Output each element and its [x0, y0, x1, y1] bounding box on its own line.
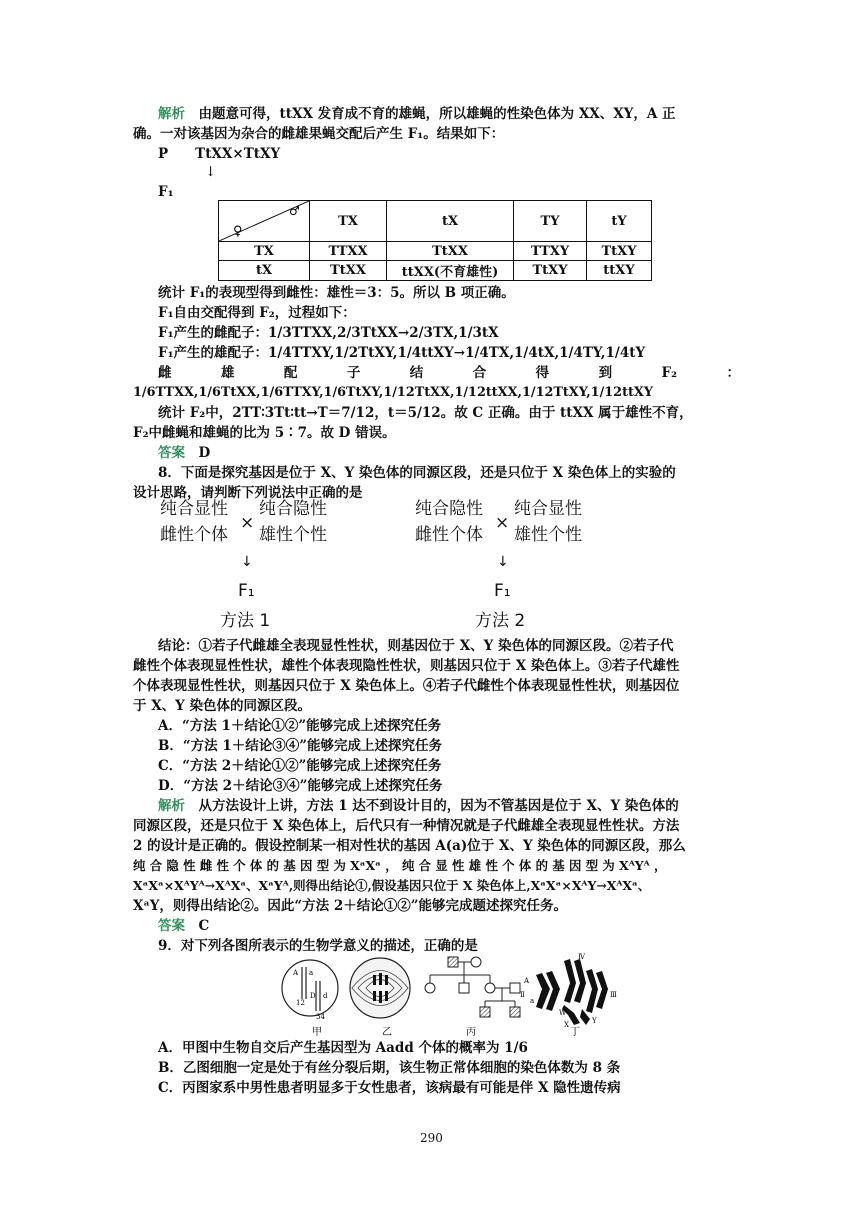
col-header: TX — [310, 201, 387, 242]
chrom-label: Ⅱ — [520, 991, 525, 999]
conclusion-2: 雌性个体表现显性性状，雄性个体表现隐性性状，则基因只位于 X 染色体上。③若子代雄性 — [133, 658, 680, 674]
chrom-label: 12 — [296, 999, 305, 1007]
table-cell: TtXX — [387, 242, 514, 261]
chrom-label: Ⅳ — [578, 953, 585, 961]
m1-male-line2: 雄性个性 — [259, 525, 327, 545]
analysis-line: F₁自由交配得到 F₂，过程如下： — [158, 305, 356, 321]
q9-option-a: A．甲图中生物自交后产生基因型为 Aadd 个体的概率为 1/6 — [158, 1040, 528, 1056]
option-a: A．“方法 1＋结论①②”能够完成上述探究任务 — [158, 718, 442, 734]
q8-analysis-4: 纯 合 隐 性 雌 性 个 体 的 基 因 型 为 XᵃXᵃ ， 纯 合 显 性 雄 性 个 体 的 基 因 型 为 XᴬYᴬ ， — [133, 858, 667, 873]
gene-label: D — [310, 992, 316, 1000]
table-cell: TTXY — [514, 242, 587, 261]
analysis-label: 解析 — [158, 106, 185, 122]
conclusion-4: 于 X、Y 染色体的同源区段。 — [133, 698, 312, 714]
answer-value: C — [198, 918, 210, 934]
figure-ding — [520, 953, 617, 1029]
male-symbol: ♂ — [289, 204, 300, 218]
q8-stem-1: 8．下面是探究基因是位于 X、Y 染色体的同源区段，还是只位于 X 染色体上的实验的 — [158, 465, 676, 481]
m2-f1: F₁ — [494, 581, 511, 601]
f1-label: F₁ — [158, 184, 174, 200]
gene-label: a — [309, 969, 314, 977]
answer-label: 答案 — [158, 445, 185, 461]
figure-yi — [350, 958, 410, 1018]
word: ： — [726, 365, 740, 381]
gene-label: W — [559, 1009, 567, 1017]
analysis-line-2: 确。一对该基因为杂合的雌雄果蝇交配后产生 F₁。结果如下： — [133, 126, 505, 142]
word: 雄 — [220, 365, 235, 381]
q8-analysis-6: XᵃY，则得出结论②。因此“方法 2＋结论①②”能够完成题述探究任务。 — [133, 898, 568, 914]
m1-male-box — [259, 496, 327, 548]
m2-male-line2: 雄性个性 — [514, 525, 582, 545]
fig-label-ding: 丁 — [570, 1027, 580, 1037]
word: 雌 — [158, 365, 172, 381]
gene-label: d — [323, 992, 328, 1000]
m2-arrow: ↓ — [497, 554, 509, 570]
col-header: TY — [514, 201, 587, 242]
analysis-line-justified — [158, 363, 740, 383]
analysis-line: 统计 F₁的表现型得到雌性：雄性＝3：5。所以 B 项正确。 — [158, 285, 515, 301]
word: 到 — [598, 365, 613, 381]
col-header: tX — [387, 201, 514, 242]
q8-stem-2: 设计思路，请判断下列说法中正确的是 — [133, 485, 363, 501]
chrom-label: X — [564, 1021, 569, 1029]
page-number: 290 — [420, 1131, 443, 1145]
female-symbol: ♀ — [233, 224, 243, 239]
word: F₂ — [661, 365, 677, 381]
row-header: TX — [219, 242, 310, 261]
q8-analysis-5: XᵃXᵃ×XᴬYᴬ→XᴬXᵃ、XᵃYᴬ,则得出结论①,假设基因只位于 X 染色体上,XᵃXᵃ×XᴬY→XᴬXᵃ、 — [133, 878, 651, 893]
word: 结 — [409, 365, 424, 381]
m1-name: 方法 1 — [220, 611, 271, 631]
table-cell: TtXY — [514, 261, 587, 281]
analysis-label: 解析 — [158, 798, 185, 814]
option-b: B．“方法 1＋结论③④”能够完成上述探究任务 — [158, 738, 443, 754]
word: 得 — [535, 365, 550, 381]
gene-label: A — [293, 969, 299, 977]
table-cell: ttXX(不育雄性) — [387, 261, 514, 281]
corner-cell — [219, 201, 310, 242]
m1-female-box — [160, 496, 228, 548]
m1-f1: F₁ — [238, 581, 255, 601]
word: 配 — [283, 365, 298, 381]
punnett-table — [218, 200, 652, 281]
m1-times: × — [240, 513, 255, 533]
q9-option-c: C．丙图家系中男性患者明显多于女性患者，该病最有可能是伴 X 隐性遗传病 — [158, 1080, 621, 1096]
word: 子 — [346, 365, 361, 381]
m2-male-box — [514, 496, 582, 548]
gene-label: a — [530, 997, 535, 1005]
m2-name: 方法 2 — [475, 611, 526, 631]
analysis-line: 统计 F₂中，2TT∶3Tt∶tt→T＝7/12，t＝5/12。故 C 正确。由于 ttXX 属于雄性不育， — [158, 405, 693, 421]
table-cell: TTXX — [310, 242, 387, 261]
analysis-line: F₂中雌蝇和雄蝇的比为 5∶7。故 D 错误。 — [133, 425, 396, 441]
q8-analysis-2: 同源区段，还是只位于 X 染色体上，后代只有一种情况就是子代雌雄全表现显性性状。方法 — [133, 818, 680, 834]
chrom-label: Y — [592, 1017, 597, 1025]
gene-label: A — [524, 977, 530, 985]
analysis-text: 由题意可得，ttXX 发育成不育的雄蝇，所以雄蝇的性染色体为 XX、XY，A 正 — [198, 106, 676, 122]
m1-female-line1: 纯合显性 — [160, 499, 228, 519]
answer-line — [158, 443, 738, 463]
chrom-label: 34 — [316, 1013, 325, 1021]
analysis-line: 1/6TTXX,1/6TtXX,1/6TTXY,1/6TtXY,1/12TtXX,1/12ttXX,1/12TtXY,1/12ttXY — [133, 385, 653, 400]
m2-female-box — [415, 496, 483, 548]
conclusion-3: 个体表现显性性状，则基因只位于 X 染色体上。④若子代雌性个体表现显性性状，则基因位 — [133, 678, 680, 694]
col-header: tY — [587, 201, 652, 242]
m2-male-line1: 纯合显性 — [514, 499, 582, 519]
q8-analysis-1 — [158, 796, 738, 816]
q9-option-b: B．乙图细胞一定是处于有丝分裂后期，该生物正常体细胞的染色体数为 8 条 — [158, 1060, 621, 1076]
parent-cross: P TtXX×TtXY — [158, 146, 281, 162]
row-header: tX — [219, 261, 310, 281]
diagonal-divider — [219, 201, 309, 241]
option-c: C．“方法 2＋结论①②”能够完成上述探究任务 — [158, 758, 442, 774]
analysis-line: F₁产生的雌配子：1/3TTXX,2/3TtXX→2/3TX,1/3tX — [158, 325, 499, 341]
q8-analysis-3: 2 的设计是正确的。假设控制某一相对性状的基因 A(a)位于 X、Y 染色体的同源区段，那么 — [133, 838, 686, 854]
q9-figures — [280, 953, 620, 1037]
table-cell: TtXY — [587, 242, 652, 261]
m1-arrow: ↓ — [241, 554, 253, 570]
option-d: D．“方法 2＋结论③④”能够完成上述探究任务 — [158, 778, 443, 794]
m2-female-line2: 雌性个体 — [415, 525, 483, 545]
word: 合 — [472, 365, 487, 381]
analysis-text: 从方法设计上讲，方法 1 达不到设计目的，因为不管基因是位于 X、Y 染色体的 — [198, 798, 679, 814]
figure-jia — [282, 960, 338, 1021]
m1-male-line1: 纯合隐性 — [259, 499, 327, 519]
m1-female-line2: 雌性个体 — [160, 525, 228, 545]
q8-answer — [158, 916, 738, 936]
fig-label-yi: 乙 — [382, 1027, 392, 1037]
analysis-line-1 — [158, 104, 738, 124]
analysis-line: F₁产生的雄配子：1/4TTXY,1/2TtXY,1/4ttXY→1/4TX,1/4tX,1/4TY,1/4tY — [158, 345, 646, 361]
chrom-label: Ⅲ — [610, 991, 617, 999]
fig-label-jia: 甲 — [312, 1027, 322, 1037]
q9-stem: 9．对下列各图所表示的生物学意义的描述，正确的是 — [158, 938, 478, 954]
table-cell: TtXX — [310, 261, 387, 281]
fig-label-bing: 丙 — [466, 1027, 476, 1037]
table-cell: ttXY — [587, 261, 652, 281]
answer-value: D — [198, 445, 211, 461]
cross-arrow: ↓ — [205, 164, 217, 180]
m2-times: × — [495, 513, 510, 533]
answer-label: 答案 — [158, 918, 185, 934]
conclusion-1: 结论：①若子代雌雄全表现显性性状，则基因位于 X、Y 染色体的同源区段。②若子代 — [158, 638, 674, 654]
figure-bing — [425, 957, 520, 1017]
m2-female-line1: 纯合隐性 — [415, 499, 483, 519]
